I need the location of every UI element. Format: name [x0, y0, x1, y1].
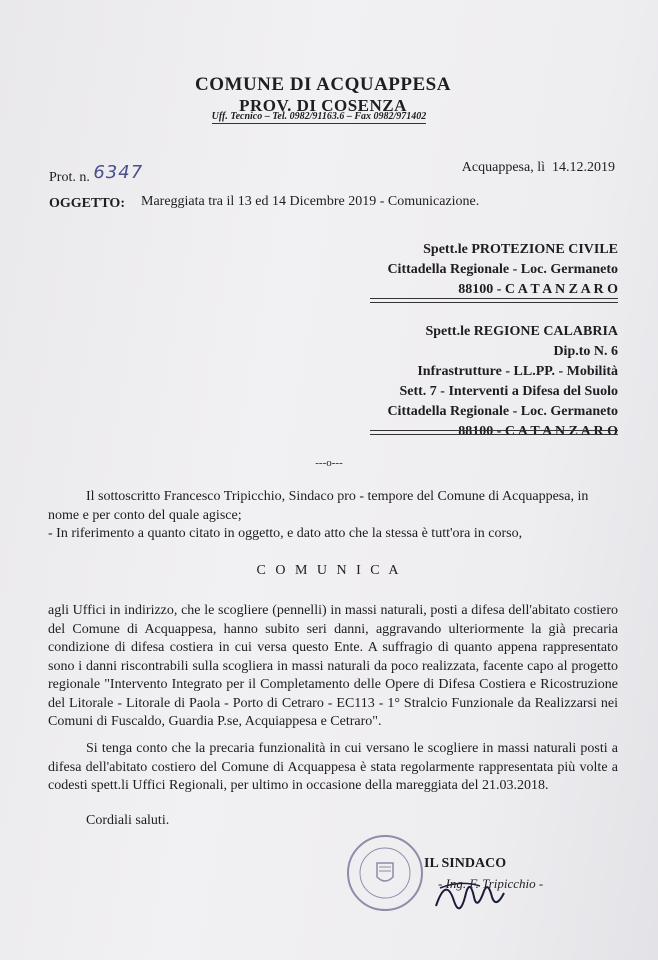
recipient-regione-calabria: Spett.le REGIONE CALABRIA Dip.to N. 6 Infrastrutture - LL.PP. - Mobilità Sett. 7 - Interventi a Difesa del Suolo Cittadella Regionale - Loc. Germaneto 88100 - C A T A N Z A R O: [387, 324, 618, 439]
reference-line: - In riferimento a quanto citato in oggetto, e dato atto che la stessa è tutt'ora in corso,: [48, 526, 523, 541]
address-divider: [370, 298, 618, 303]
comunica-heading: C O M U N I C A: [256, 563, 402, 578]
body-paragraph-1: agli Uffici in indirizzo, che le scogliere (pennelli) in massi naturali, posti a difesa dell'abitato costiero del Comune di Acquappesa, hanno subito seri danni, aggravando ulteriormente la già precaria condizione di difesa costiera in cui versa questo Ente. A suffragio di quanto appena rappresentato sono i danni riscontrabili sulla scogliera in massi naturali da poco realizzata, facente capo al progetto regionale "Intervento Integrato per il Completamento delle Opere di Difesa Costiera e Ricostruzione del Litorale - Litorale di Paola - Porto di Cetraro - EC113 - 1° Stralcio Funzionale da Realizzarsi nei Comuni di Fuscaldo, Guardia P.se, Acquiappesa e Cetraro".: [48, 603, 618, 729]
intro-paragraph: Il sottoscritto Francesco Tripicchio, Sindaco pro - tempore del Comune di Acquappesa, in nome e per conto del quale agisce;: [48, 489, 589, 523]
province-title: PROV. DI COSENZA: [239, 96, 407, 115]
subject-label: OGGETTO:: [49, 196, 125, 211]
signatory-title: IL SINDACO: [424, 856, 507, 871]
office-contacts: Uff. Tecnico – Tel. 0982/91163.6 – Fax 0982/971402: [211, 111, 427, 122]
subject-text: Mareggiata tra il 13 ed 14 Dicembre 2019 - Comunicazione.: [141, 194, 480, 209]
section-separator: ---o---: [315, 457, 343, 469]
closing-greeting: Cordiali saluti.: [86, 813, 170, 828]
protocol-number: Prot. n. 6347: [49, 162, 144, 185]
signatory-name: - Ing. F. Tripicchio -: [438, 876, 544, 891]
address-divider: [370, 430, 618, 435]
municipality-title: COMUNE DI ACQUAPPESA: [195, 74, 451, 95]
body-paragraph-2: Si tenga conto che la precaria funzionalità in cui versano le scogliere in massi naturali posti a difesa dell'abitato costiero del Comune di Acquappesa è stata regolarmente rappresentata più volte a codesti spett.li Uffici Regionali, per ultimo in occasione della mareggiata del 21.03.2018.: [48, 741, 618, 793]
handwritten-signature-icon: [430, 866, 520, 926]
recipient-protezione-civile: Spett.le PROTEZIONE CIVILE Cittadella Regionale - Loc. Germaneto 88100 - C A T A N Z A R O: [387, 242, 618, 297]
handwritten-protocol-number: 6347: [93, 162, 144, 183]
place-date: Acquappesa, lì 14.12.2019: [461, 160, 615, 175]
municipal-seal-icon: [345, 833, 425, 913]
